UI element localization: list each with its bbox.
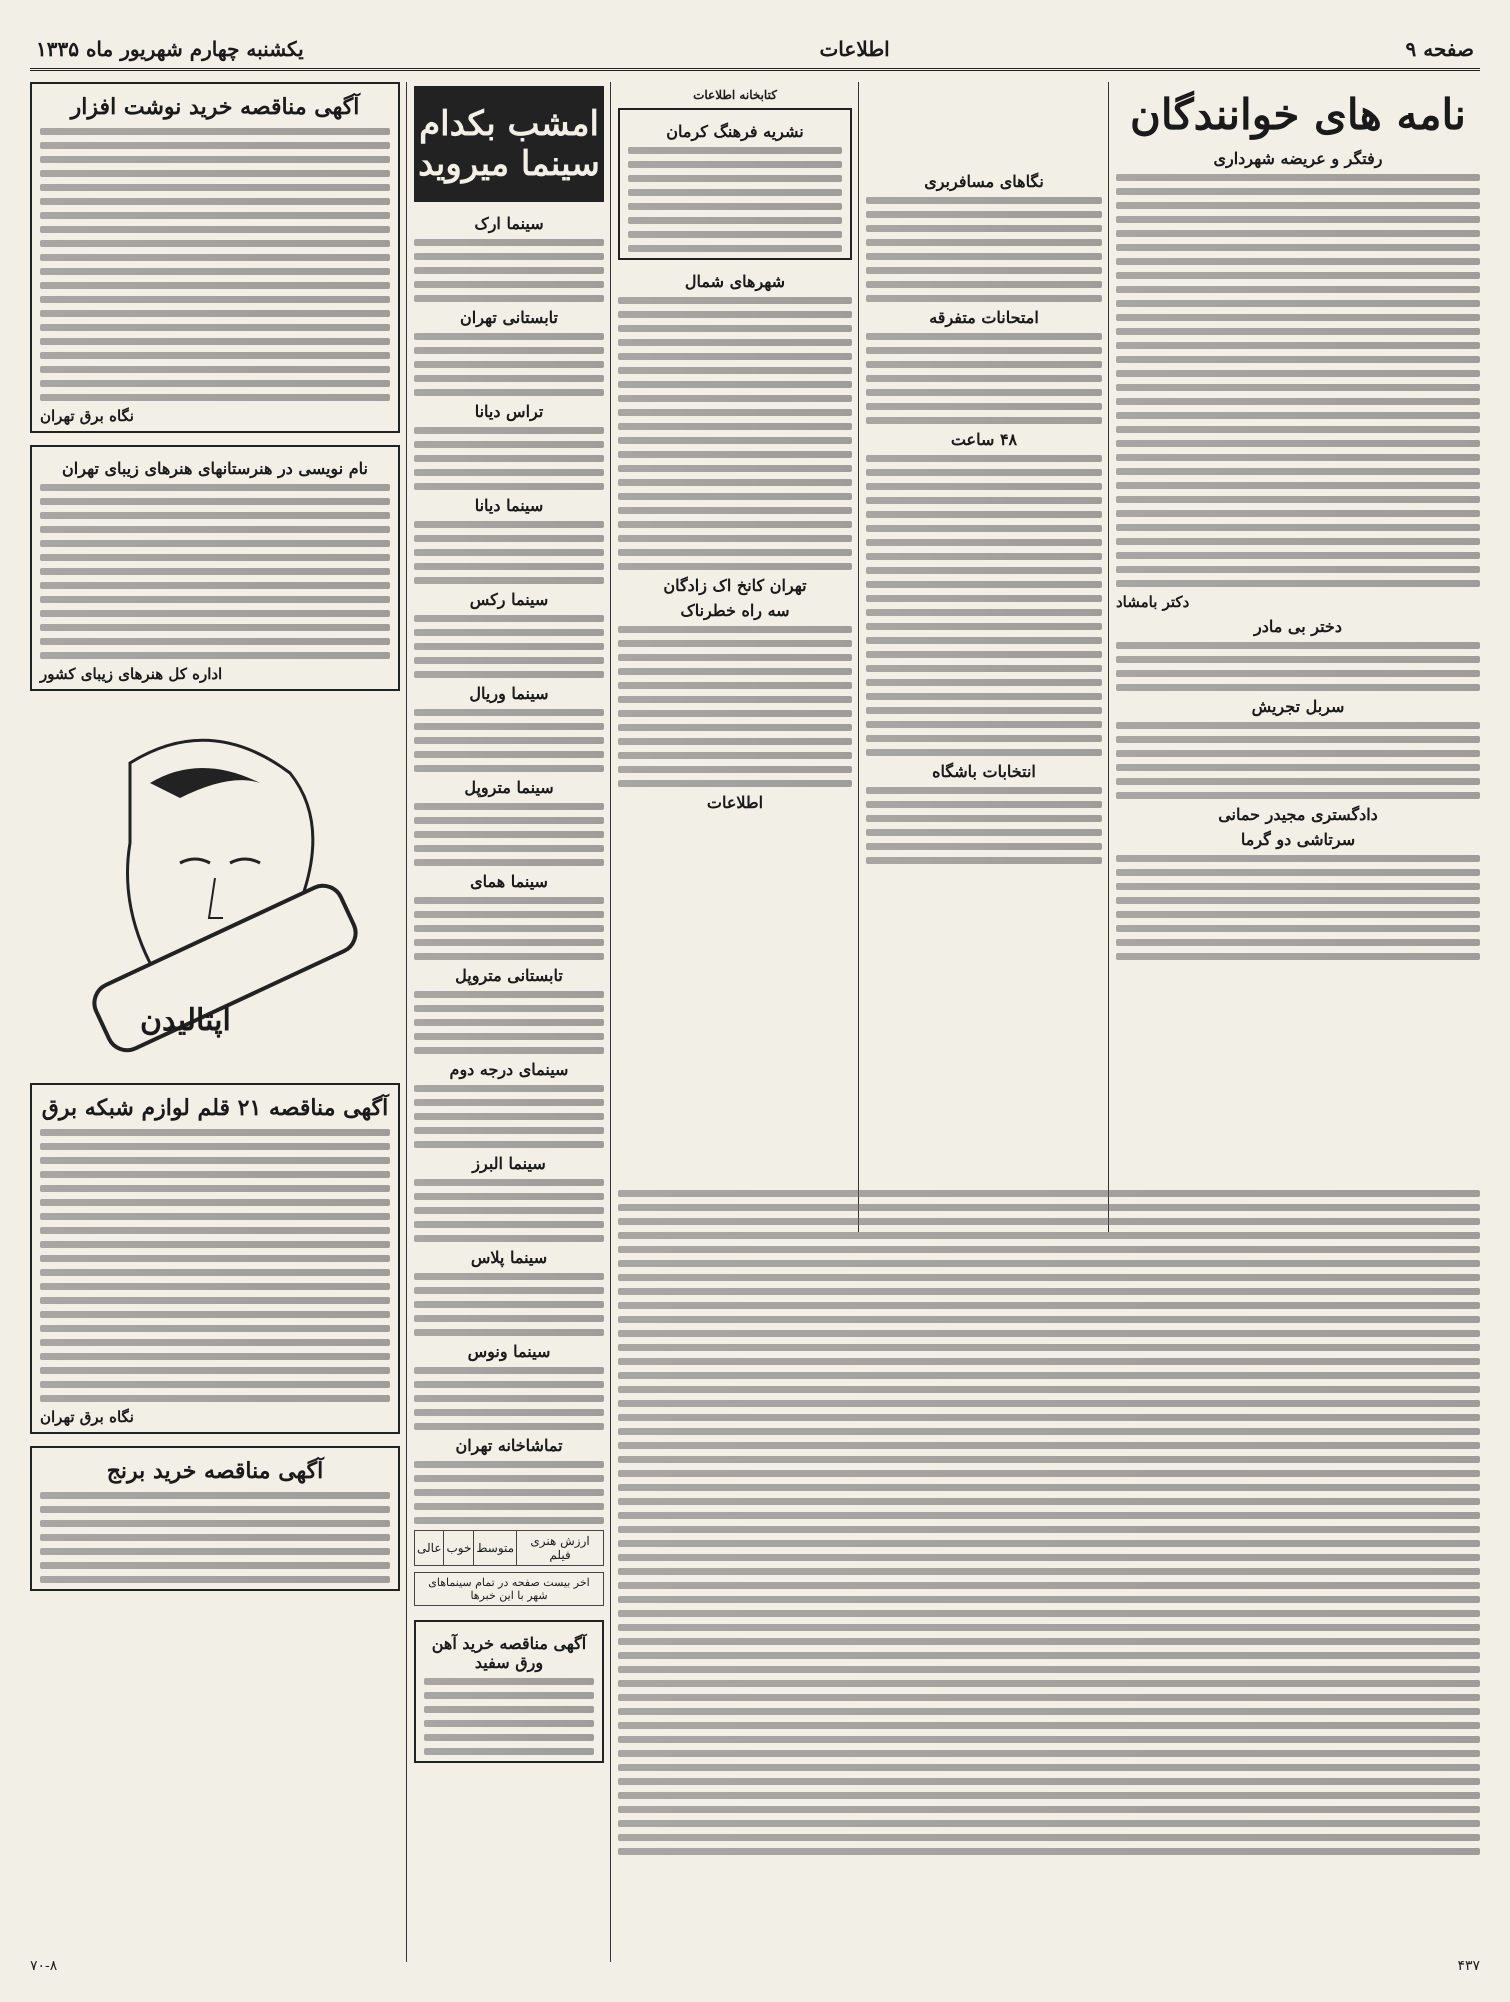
rating-column-header: متوسط xyxy=(474,1531,517,1566)
ad-art-school-signer: اداره کل هنرهای زیبای کشور xyxy=(40,665,223,683)
letter-heading-2: دختر بی مادر xyxy=(1254,617,1342,636)
cinema-banner: امشب بکدام سینما میروید xyxy=(414,86,604,202)
letter-heading-4: دادگستری مجیدر حمانی xyxy=(1218,805,1378,824)
exams-heading: امتحانات متفرقه xyxy=(929,308,1039,327)
page-number: صفحه ۹ xyxy=(1405,37,1474,61)
rating-table xyxy=(414,1530,604,1566)
ad-art-school-heading: نام نویسی در هنرستانهای هنرهای زیبای تهران xyxy=(62,459,368,478)
cinema-name: تماشاخانه تهران xyxy=(455,1436,563,1455)
brand-name: اپتالیدن xyxy=(140,1003,231,1038)
ad-stationery-heading: آگهی مناقصه خرید نوشت افزار xyxy=(70,94,360,120)
letter-heading-5: سرتاشی دو گرما xyxy=(1240,830,1356,849)
letter-signer: دکتر بامشاد xyxy=(1116,593,1190,611)
newspaper-page xyxy=(30,30,1480,1974)
letter-heading-1: رفتگر و عریضه شهرداری xyxy=(1213,149,1383,168)
cinema-name: تابستانی متروپل xyxy=(455,966,563,985)
library-label: کتابخانه اطلاعات xyxy=(693,88,777,102)
cinema-name: سینما البرز xyxy=(472,1154,546,1173)
ads-column xyxy=(30,82,400,1962)
travel-heading: نگاهای مسافربری xyxy=(924,172,1044,191)
ad-power-items-signer: نگاه برق تهران xyxy=(40,1408,134,1426)
rating-column-header: عالی xyxy=(415,1531,444,1566)
cinema-name: سینما همای xyxy=(470,872,548,891)
cinema-name: تابستانی تهران xyxy=(460,308,558,327)
cinema-name: سینما وریال xyxy=(469,684,549,703)
info-heading: اطلاعات xyxy=(706,793,764,812)
iron-tender-heading: آگهی مناقصه خرید آهن ورق سفید xyxy=(431,1634,587,1672)
cinema-name: سینما پلاس xyxy=(470,1248,548,1267)
culture-column xyxy=(618,82,852,1182)
letter-body-1 xyxy=(1116,174,1480,587)
page-footer xyxy=(30,1958,1480,1974)
page-header xyxy=(30,30,1480,71)
cinema-column xyxy=(414,82,604,1962)
ad-stationery-signer: نگاه برق تهران xyxy=(40,407,134,425)
table-note: اخر بیست صفحه در تمام سینماهای شهر با این خبرها xyxy=(414,1572,604,1606)
hours-heading: ۴۸ ساعت xyxy=(950,430,1018,449)
election-heading: انتخابات باشگاه xyxy=(932,762,1036,781)
cinema-name: سینمای درجه دوم xyxy=(449,1060,569,1079)
cinema-list xyxy=(414,214,604,1524)
cinema-name: سینما رکس xyxy=(469,590,549,609)
footer-page-number: ۴۳۷ xyxy=(1457,1958,1480,1974)
ad-power-items-heading: آگهی مناقصه ۲۱ قلم لوازم شبکه برق xyxy=(41,1095,389,1121)
paper-name: اطلاعات xyxy=(819,37,890,61)
footer-code: ۷۰-۸ xyxy=(30,1958,58,1974)
portrait-ad xyxy=(30,703,400,1073)
rating-column-header: ارزش هنری فیلم xyxy=(517,1531,604,1566)
travel-column xyxy=(866,82,1102,1182)
tehran-heading: تهران کانخ اک زادگان xyxy=(663,576,807,595)
dangerous-road-heading: سه راه خطرناک xyxy=(680,601,790,620)
cinema-name: سینما ارک xyxy=(474,214,544,233)
rating-column-header: خوب xyxy=(444,1531,474,1566)
cinema-name: تراس دیانا xyxy=(474,402,544,421)
cinema-name: سینما متروپل xyxy=(464,778,554,797)
cinema-name: سینما دیانا xyxy=(474,496,544,515)
conference-article xyxy=(618,1190,1480,1950)
letters-column xyxy=(1116,82,1480,1182)
letter-heading-3: سربل تجریش xyxy=(1251,697,1345,716)
issue-date: یکشنبه چهارم شهریور ماه ۱۳۳۵ xyxy=(36,37,304,61)
kerman-heading: نشریه فرهنگ کرمان xyxy=(666,122,804,141)
ad-rice-heading: آگهی مناقصه خرید برنج xyxy=(106,1458,324,1484)
cinema-name: سینما ونوس xyxy=(467,1342,551,1361)
letters-heading: نامه های خوانندگان xyxy=(1130,90,1466,139)
north-cities-heading: شهرهای شمال xyxy=(684,272,786,291)
